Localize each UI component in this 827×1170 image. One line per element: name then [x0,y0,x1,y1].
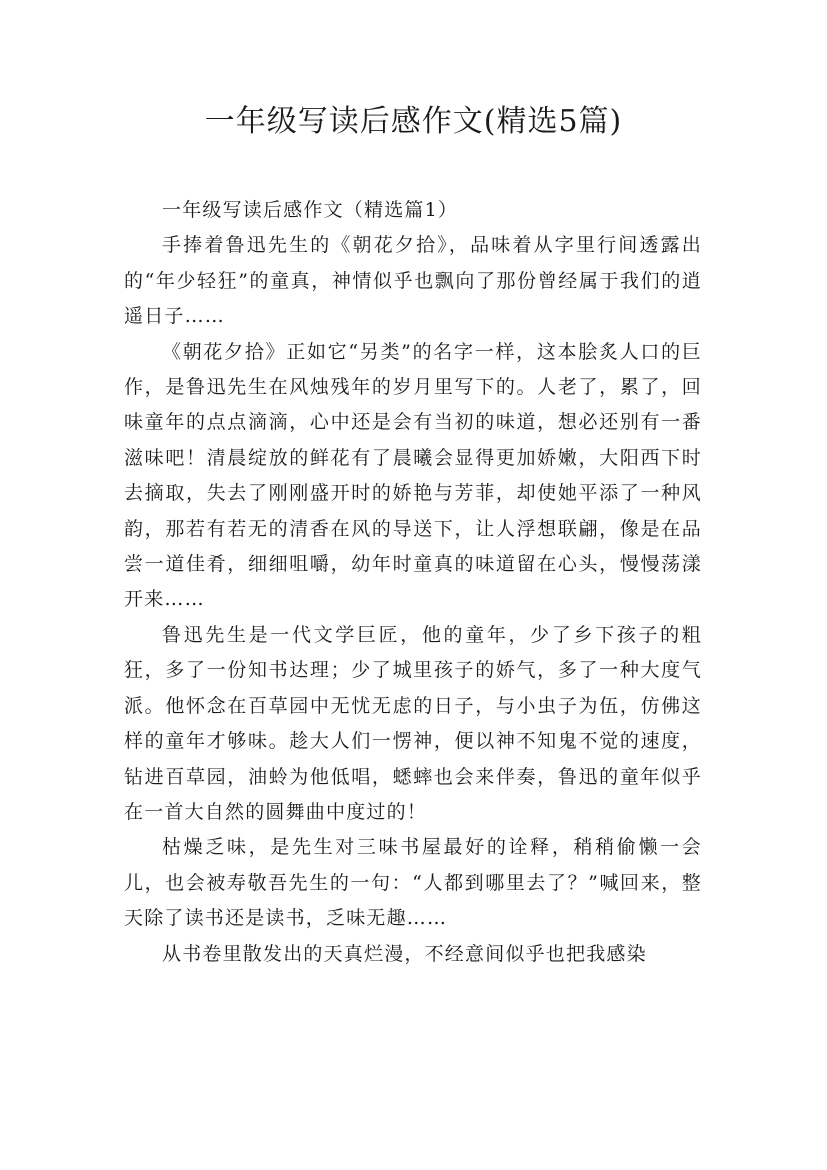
document-title: 一年级写读后感作文(精选5篇) [204,104,623,139]
document-body [124,193,702,972]
paragraph-1: 手捧着鲁迅先生的《朝花夕拾》，品味着从字里行间透露出的“年少轻狂”的童真，神情似乎也飘向了那份曾经属于我们的逍遥日子…… [124,234,702,328]
paragraph-5: 从书卷里散发出的天真烂漫，不经意间似乎也把我感染 [162,942,647,965]
section-heading: 一年级写读后感作文（精选篇1） [162,199,459,221]
paragraph-4: 枯燥乏味，是先生对三味书屋最好的诠释，稍稍偷懒一会儿，也会被寿敬吾先生的一句：“人都到哪里去了？”喊回来，整天除了读书还是读书，乏味无趣…… [124,836,702,930]
paragraph-3: 鲁迅先生是一代文学巨匠，他的童年，少了乡下孩子的粗狂，多了一份知书达理；少了城里孩子的娇气，多了一种大度气派。他怀念在百草园中无忧无虑的日子，与小虫子为伍，仿佛这样的童年才够味。趁大人们一愣神，便以神不知鬼不觉的速度，钻进百草园，油蛉为他低唱，蟋蟀也会来伴奏，鲁迅的童年似乎在一首大自然的圆舞曲中度过的！ [124,623,702,823]
paragraph-2: 《朝花夕拾》正如它“另类”的名字一样，这本脍炙人口的巨作，是鲁迅先生在风烛残年的岁月里写下的。人老了，累了，回味童年的点点滴滴，心中还是会有当初的味道，想必还别有一番滋味吧！清晨绽放的鲜花有了晨曦会显得更加娇嫩，大阳西下时去摘取，失去了刚刚盛开时的娇艳与芳菲，却使她平添了一种风韵，那若有若无的清香在风的导送下，让人浮想联翩，像是在品尝一道佳肴，细细咀嚼，幼年时童真的味道留在心头，慢慢荡漾开来…… [124,340,702,611]
